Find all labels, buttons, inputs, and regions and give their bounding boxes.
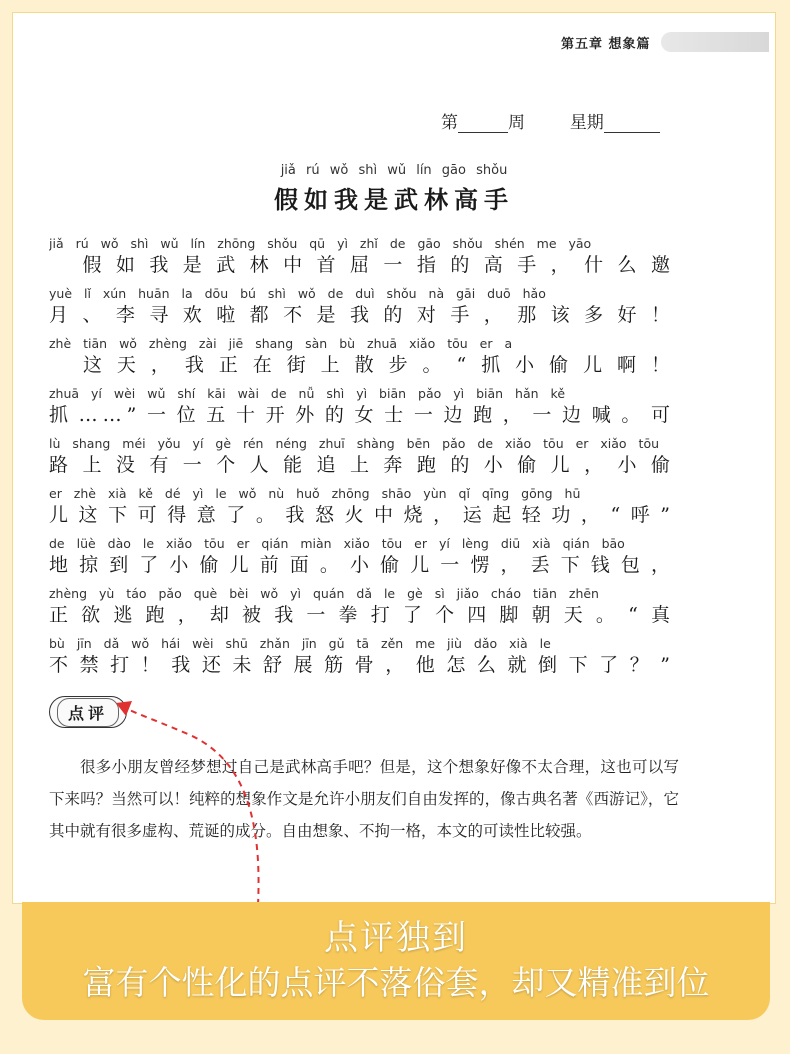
chapter-header — [561, 30, 769, 54]
banner-title: 点评独到 — [324, 918, 468, 958]
story-line — [49, 485, 675, 535]
comment-paragraph: 很多小朋友曾经梦想过自己是武林高手吧？但是，这个想象好像不太合理，这也可以写下来吗？当然可以！纯粹的想象作文是允许小朋友们自由发挥的，像古典名著《西游记》，它其中就有很多虚构、荒诞的成分。自由想象、不拘一格，本文的可读性比较强。 — [49, 758, 679, 840]
chapter-label: 第五章 想象篇 — [561, 36, 651, 52]
comment-tag — [49, 696, 127, 728]
line-pinyin: de lüè dào le xiǎo tōu er qián miàn xiǎo tōu er yí lèng diū xià qián bāo — [49, 536, 625, 551]
feature-banner — [22, 902, 770, 1020]
banner-subtitle: 富有个性化的点评不落俗套，却又精准到位 — [82, 963, 710, 1002]
story-line — [49, 385, 675, 435]
chapter-bar-decoration — [661, 32, 769, 52]
story-line — [49, 535, 675, 585]
line-pinyin: zhè tiān wǒ zhèng zài jiē shang sàn bù zhuā xiǎo tōu er a — [49, 336, 513, 351]
line-text: 正欲逃跑，却被我一拳打了个四脚朝天。“真 — [49, 604, 675, 626]
line-pinyin: bù jīn dǎ wǒ hái wèi shū zhǎn jīn gǔ tā zěn me jiù dǎo xià le — [49, 636, 551, 651]
line-text: 月、李寻欢啦都不是我的对手，那该多好！ — [49, 304, 675, 326]
story-line — [49, 235, 675, 285]
line-text: 儿这下可得意了。我怒火中烧，运起轻功，“呼” — [49, 504, 675, 526]
line-text: 不禁打！我还未舒展筋骨，他怎么就倒下了？” — [49, 654, 675, 676]
line-pinyin: zhèng yù táo pǎo què bèi wǒ yì quán dǎ le gè sì jiǎo cháo tiān zhēn — [49, 586, 599, 601]
week-suffix: 周 — [508, 113, 525, 133]
title-pinyin: jiǎ rú wǒ shì wǔ lín gāo shǒu — [280, 163, 508, 178]
comment-tag-label: 点评 — [57, 698, 119, 727]
week-line — [441, 108, 660, 133]
weekday-blank — [604, 114, 660, 133]
weekday-label: 星期 — [569, 113, 604, 133]
story-line — [49, 635, 675, 685]
story-body — [49, 235, 675, 685]
line-text: 路上没有一个人能追上奔跑的小偷儿，小偷 — [49, 454, 675, 476]
line-text: 抓……”一位五十开外的女士一边跑，一边喊。可 — [49, 404, 675, 426]
line-text: 这天，我正在街上散步。“抓小偷儿啊！ — [49, 354, 675, 376]
week-prefix: 第 — [441, 113, 458, 133]
line-pinyin: lù shang méi yǒu yí gè rén néng zhuī shàng bēn pǎo de xiǎo tōu er xiǎo tōu — [49, 436, 660, 451]
line-text: 假如我是武林中首屈一指的高手，什么邀 — [49, 254, 675, 276]
line-text: 地掠到了小偷儿前面。小偷儿一愣，丢下钱包， — [49, 554, 675, 576]
story-line — [49, 585, 675, 635]
story-line — [49, 335, 675, 385]
line-pinyin: zhuā yí wèi wǔ shí kāi wài de nǚ shì yì biān pǎo yì biān hǎn kě — [49, 386, 566, 401]
book-page — [12, 12, 776, 904]
story-line — [49, 435, 675, 485]
story-title-block — [13, 163, 775, 215]
line-pinyin: yuè lǐ xún huān la dōu bú shì wǒ de duì shǒu nà gāi duō hǎo — [49, 286, 546, 301]
line-pinyin: jiǎ rú wǒ shì wǔ lín zhōng shǒu qū yì zhǐ de gāo shǒu shén me yāo — [49, 236, 592, 251]
story-title: 假如我是武林高手 — [274, 185, 514, 214]
comment-body — [49, 751, 679, 847]
story-line — [49, 285, 675, 335]
week-blank — [458, 114, 508, 133]
line-pinyin: er zhè xià kě dé yì le wǒ nù huǒ zhōng shāo yùn qǐ qīng gōng hū — [49, 486, 581, 501]
